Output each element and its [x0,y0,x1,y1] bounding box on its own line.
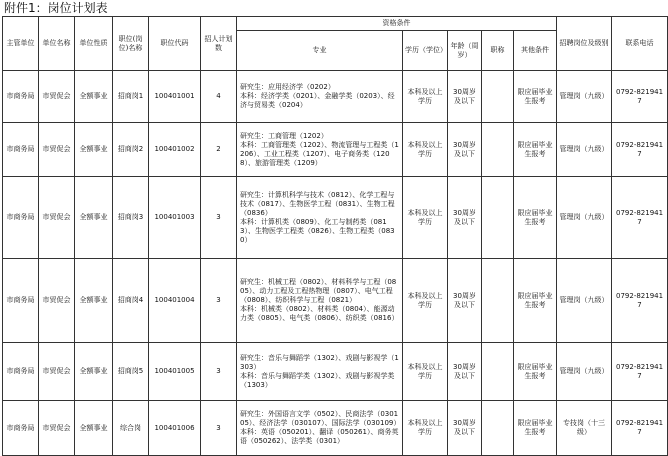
cell-age: 30周岁及以下 [448,123,482,177]
cell-phone: 0792-8219417 [612,71,668,123]
header-title-req: 职称 [482,31,514,71]
cell-position: 招商岗1 [113,71,149,123]
cell-position: 招商岗5 [113,343,149,401]
header-education: 学历（学位） [403,31,448,71]
major-line: 本科：音乐与舞蹈学类（1302）、戏剧与影视学类（1303） [240,371,395,389]
cell-nature: 全额事业 [75,123,113,177]
cell-dept: 市商务局 [3,123,39,177]
cell-nature: 全额事业 [75,177,113,259]
cell-education: 本科及以上学历 [403,259,448,343]
cell-code: 100401004 [149,259,201,343]
header-code: 职位代码 [149,17,201,71]
table-row [3,177,668,259]
table-row [3,123,668,177]
cell-unit: 市贸促会 [39,71,75,123]
cell-other: 限应届毕业生报考 [514,343,557,401]
position-plan-table [2,16,668,456]
cell-level: 管理岗（九级） [557,177,612,259]
header-dept: 主管单位 [3,17,39,71]
cell-other: 限应届毕业生报考 [514,401,557,456]
cell-major [237,123,403,177]
cell-phone: 0792-8219417 [612,123,668,177]
cell-major [237,177,403,259]
cell-major [237,71,403,123]
major-line: 研究生：音乐与舞蹈学（1302）、戏剧与影视学（1303） [240,353,399,371]
cell-count: 4 [201,71,237,123]
header-major: 专业 [237,31,403,71]
major-line: 研究生：机械工程（0802）、材料科学与工程（0805）、动力工程及工程热物理（0807）、电气工程（0808）、纺织科学与工程（0821） [240,278,397,304]
cell-title-req [482,71,514,123]
header-qualifications: 资格条件 [237,17,557,31]
cell-nature: 全额事业 [75,71,113,123]
table-row [3,259,668,343]
cell-dept: 市商务局 [3,71,39,123]
cell-nature: 全额事业 [75,401,113,456]
major-line: 本科：机械类（0802）、材料类（0804）、能源动力类（0805）、电气类（0806）、纺织类（0816） [240,305,399,322]
cell-dept: 市商务局 [3,177,39,259]
major-line: 本科：英语（050201）、翻译（050261）、商务英语（050262）、法学类（0301） [240,428,399,445]
cell-nature: 全额事业 [75,259,113,343]
cell-level: 管理岗（九级） [557,259,612,343]
cell-dept: 市商务局 [3,259,39,343]
cell-age: 30周岁及以下 [448,401,482,456]
cell-title-req [482,259,514,343]
major-line: 研究生：计算机科学与技术（0812）、化学工程与技术（0817）、生物医学工程（0831）、生物工程（0836） [240,190,395,217]
cell-education: 本科及以上学历 [403,343,448,401]
cell-education: 本科及以上学历 [403,177,448,259]
cell-major [237,401,403,456]
cell-unit: 市贸促会 [39,343,75,401]
cell-level: 专技岗（十三级） [557,401,612,456]
cell-level: 管理岗（九级） [557,343,612,401]
cell-phone: 0792-8219417 [612,177,668,259]
cell-age: 30周岁及以下 [448,177,482,259]
header-age: 年龄（周岁） [448,31,482,71]
cell-count: 3 [201,177,237,259]
cell-code: 100401005 [149,343,201,401]
cell-other: 限应届毕业生报考 [514,123,557,177]
cell-count: 3 [201,343,237,401]
cell-title-req [482,177,514,259]
major-line: 本科：工商管理类（1202）、物流管理与工程类（1206）、工业工程类（1207）、电子商务类（1208）、旅游管理类（1209） [240,140,399,167]
cell-count: 3 [201,259,237,343]
major-line: 本科：经济学类（0201）、金融学类（0203）、经济与贸易类（0204） [240,92,395,109]
cell-unit: 市贸促会 [39,177,75,259]
cell-nature: 全额事业 [75,343,113,401]
cell-other: 限应届毕业生报考 [514,177,557,259]
header-position: 职位(岗位)名称 [113,17,149,71]
cell-other: 限应届毕业生报考 [514,71,557,123]
cell-position: 综合岗 [113,401,149,456]
table-row [3,71,668,123]
cell-age: 30周岁及以下 [448,259,482,343]
cell-code: 100401002 [149,123,201,177]
cell-dept: 市商务局 [3,343,39,401]
header-nature: 单位性质 [75,17,113,71]
cell-code: 100401001 [149,71,201,123]
major-line: 本科：计算机类（0809）、化工与制药类（0813）、生物医学工程类（0826）、生物工程类（0830） [240,217,395,244]
cell-phone: 0792-8219417 [612,259,668,343]
cell-phone: 0792-8219417 [612,343,668,401]
cell-count: 2 [201,123,237,177]
cell-code: 100401006 [149,401,201,456]
cell-age: 30周岁及以下 [448,343,482,401]
cell-education: 本科及以上学历 [403,401,448,456]
cell-position: 招商岗4 [113,259,149,343]
cell-position: 招商岗2 [113,123,149,177]
header-other: 其他条件 [514,31,557,71]
cell-age: 30周岁及以下 [448,71,482,123]
cell-position: 招商岗3 [113,177,149,259]
cell-major [237,259,403,343]
cell-unit: 市贸促会 [39,123,75,177]
cell-phone: 0792-8219417 [612,401,668,456]
cell-title-req [482,123,514,177]
page-title: 附件1：岗位计划表 [4,1,108,15]
header-unit: 单位名称 [39,17,75,71]
cell-level: 管理岗（九级） [557,71,612,123]
cell-level: 管理岗（九级） [557,123,612,177]
cell-code: 100401003 [149,177,201,259]
cell-count: 3 [201,401,237,456]
header-phone: 联系电话 [612,17,668,71]
major-line: 研究生：应用经济学（0202） [240,83,335,91]
cell-dept: 市商务局 [3,401,39,456]
cell-title-req [482,401,514,456]
cell-unit: 市贸促会 [39,259,75,343]
cell-unit: 市贸促会 [39,401,75,456]
header-count: 招人计划数 [201,17,237,71]
table-row [3,401,668,456]
major-line: 研究生：外国语言文学（0502）、民商法学（030105）、经济法学（030107）、国际法学（030109） [240,410,401,427]
header-level: 招聘岗位及级别 [557,17,612,71]
cell-education: 本科及以上学历 [403,71,448,123]
major-line: 研究生：工商管理（1202） [240,131,328,140]
cell-education: 本科及以上学历 [403,123,448,177]
cell-major [237,343,403,401]
cell-other: 限应届毕业生报考 [514,259,557,343]
table-row [3,343,668,401]
cell-title-req [482,343,514,401]
